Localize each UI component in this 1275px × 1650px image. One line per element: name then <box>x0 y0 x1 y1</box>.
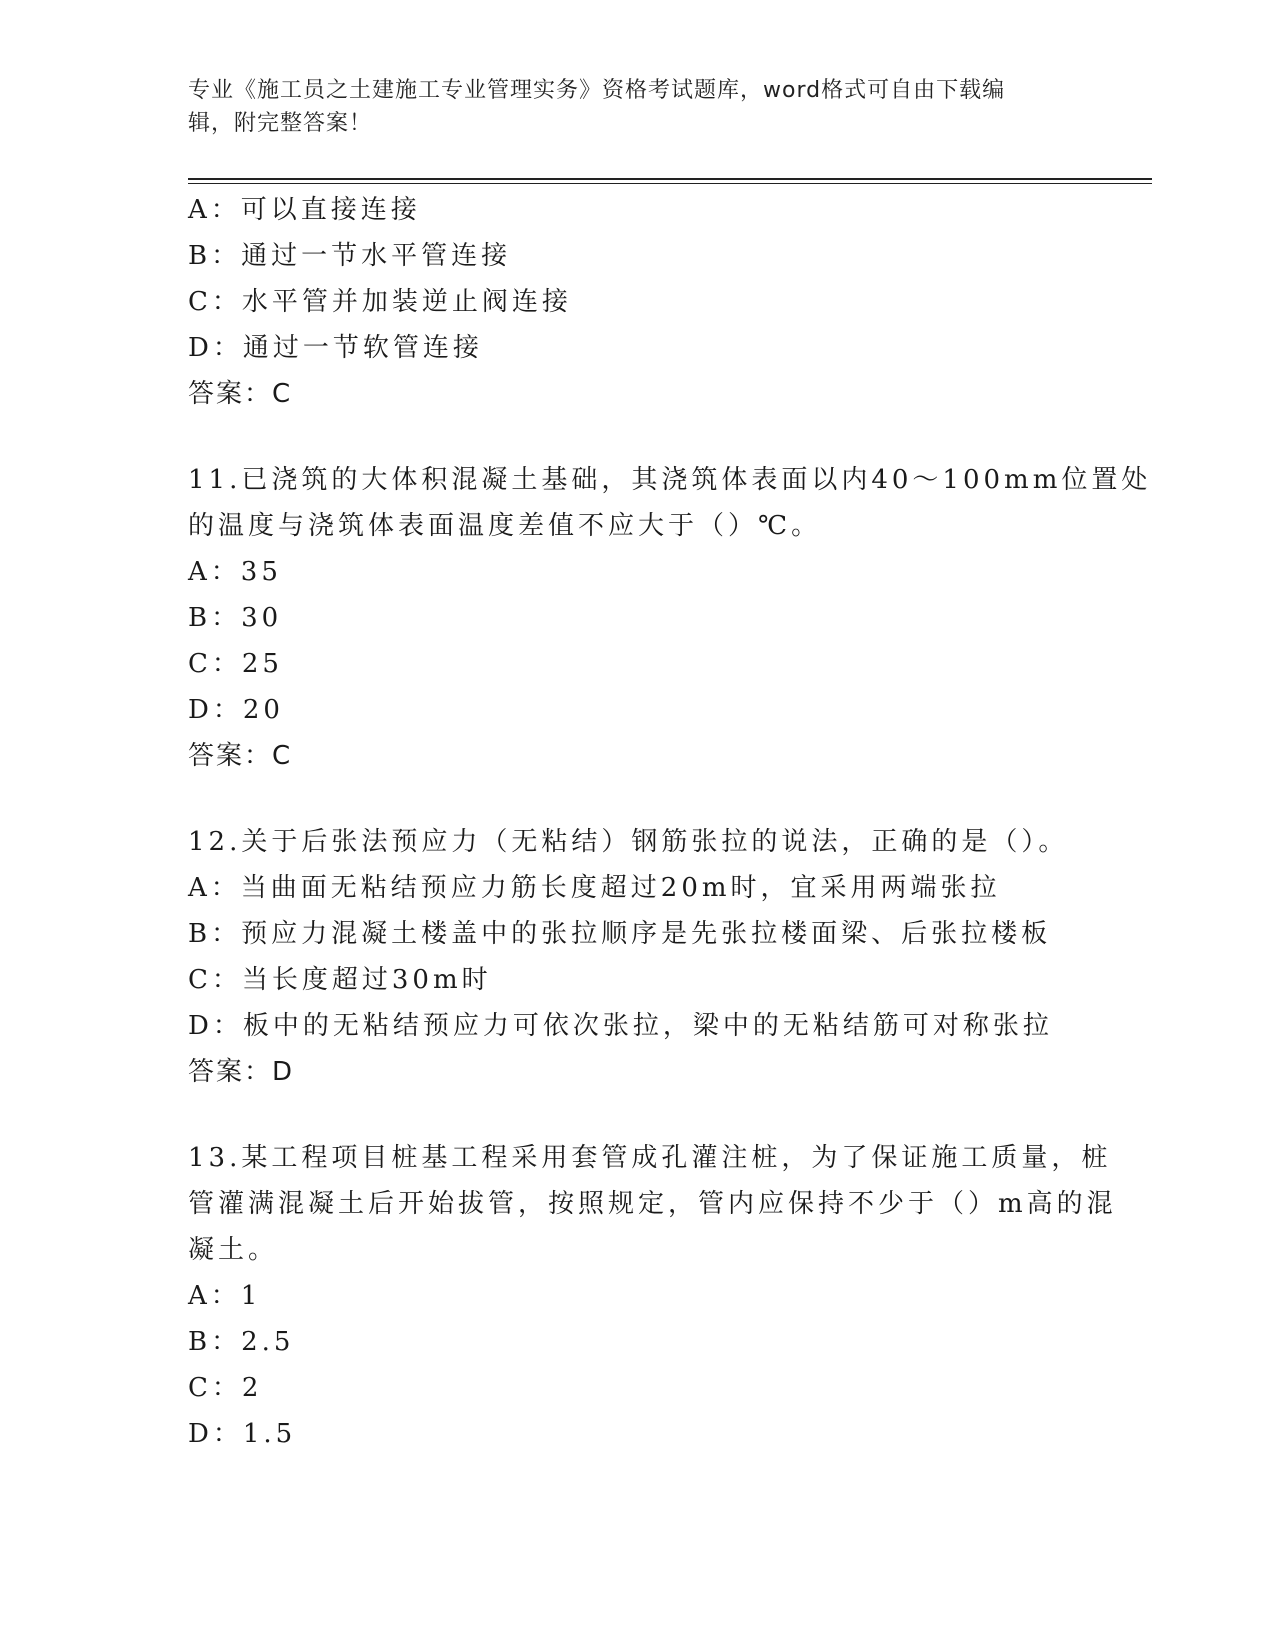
spacer <box>188 779 1088 819</box>
option-a: A：可以直接连接 <box>188 195 421 225</box>
spacer <box>188 1095 1088 1135</box>
answer-line: 答案：D <box>188 1057 295 1087</box>
question-stem-line: 凝土。 <box>188 1235 279 1265</box>
header-line-1: 专业《施工员之土建施工专业管理实务》资格考试题库，word格式可自由下载编 <box>188 78 1006 103</box>
question-12-block <box>188 819 1088 1095</box>
option-b: B：通过一节水平管连接 <box>188 241 512 271</box>
document-header <box>188 74 1088 140</box>
question-stem-line: 12.关于后张法预应力（无粘结）钢筋张拉的说法，正确的是（）。 <box>188 827 1069 857</box>
option-d: D：通过一节软管连接 <box>188 333 483 363</box>
header-divider-thin <box>188 183 1152 184</box>
option-d: D：1.5 <box>188 1419 297 1449</box>
question-stem-line: 13.某工程项目桩基工程采用套管成孔灌注桩，为了保证施工质量，桩 <box>188 1143 1112 1173</box>
question-list <box>188 187 1152 1457</box>
option-b: B：2.5 <box>188 1327 295 1357</box>
option-d: D：20 <box>188 695 284 725</box>
option-c: C：当长度超过30m时 <box>188 965 492 995</box>
option-c: C：25 <box>188 649 283 679</box>
question-13-block <box>188 1135 1117 1457</box>
option-a: A：1 <box>188 1281 262 1311</box>
question-stem-line: 的温度与浇筑体表面温度差值不应大于（）℃。 <box>188 511 822 541</box>
option-c: C：2 <box>188 1373 263 1403</box>
question-stem-line: 管灌满混凝土后开始拔管，按照规定，管内应保持不少于（）m高的混 <box>188 1189 1117 1219</box>
header-line-2: 辑，附完整答案！ <box>188 111 373 136</box>
question-10-block <box>188 187 1088 417</box>
answer-line: 答案：C <box>188 741 293 771</box>
option-a: A：35 <box>188 557 282 587</box>
question-11-block <box>188 457 1152 779</box>
option-b: B：30 <box>188 603 283 633</box>
option-d: D：板中的无粘结预应力可依次张拉，梁中的无粘结筋可对称张拉 <box>188 1011 1053 1041</box>
option-a: A：当曲面无粘结预应力筋长度超过20m时，宜采用两端张拉 <box>188 873 1001 903</box>
option-b: B：预应力混凝土楼盖中的张拉顺序是先张拉楼面梁、后张拉楼板 <box>188 919 1052 949</box>
option-c: C：水平管并加装逆止阀连接 <box>188 287 572 317</box>
spacer <box>188 417 1088 457</box>
header-divider-thick <box>188 178 1152 180</box>
answer-line: 答案：C <box>188 379 293 409</box>
question-stem-line: 11.已浇筑的大体积混凝土基础，其浇筑体表面以内40～100mm位置处 <box>188 465 1152 495</box>
